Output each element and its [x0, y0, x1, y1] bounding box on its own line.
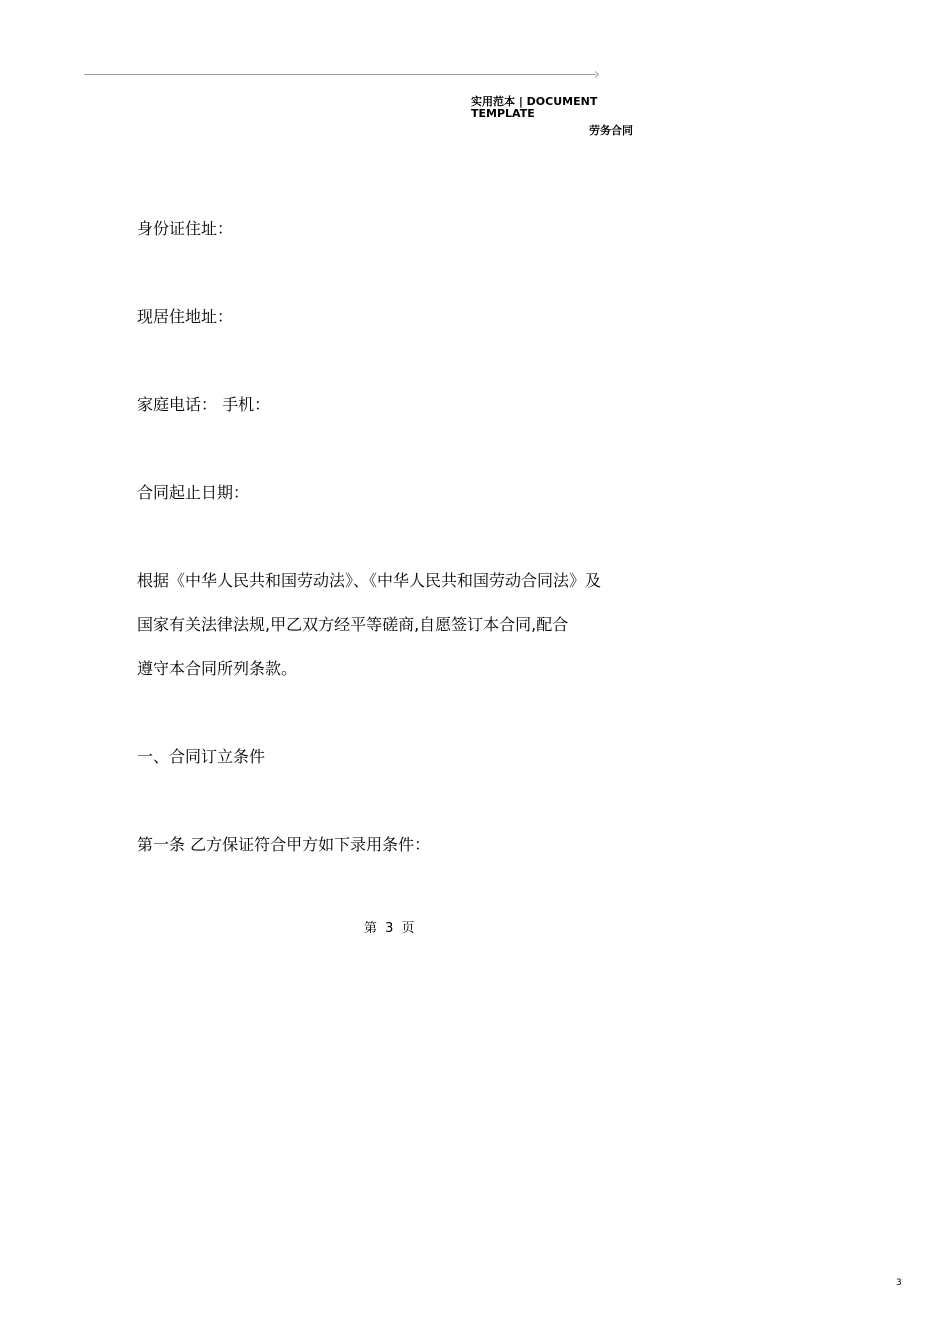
- phone-field: 家庭电话： 手机：: [137, 395, 271, 414]
- preamble-line: 遵守本合同所列条款。: [137, 659, 298, 678]
- id-address-field: 身份证住址：: [137, 219, 234, 238]
- preamble-line: 根据《中华人民共和国劳动法》、《中华人民共和国劳动合同法》及: [137, 571, 602, 590]
- header-brand: 实用范本 | DOCUMENT TEMPLATE: [471, 95, 598, 120]
- preamble-line: 国家有关法律法规,甲乙双方经平等磋商,自愿签订本合同,配合: [137, 615, 569, 634]
- corner-page-number: 3: [896, 1278, 902, 1288]
- header-rule: [84, 74, 596, 75]
- header-rule-arrow-icon: [592, 71, 599, 78]
- contract-period-field: 合同起止日期：: [137, 483, 250, 502]
- current-address-field: 现居住地址：: [137, 307, 234, 326]
- page-number-label: 第 3 页: [364, 921, 417, 936]
- section-heading: 一、合同订立条件: [137, 747, 266, 766]
- article-1: 第一条 乙方保证符合甲方如下录用条件：: [137, 835, 431, 854]
- header-document-title: 劳务合同: [589, 124, 633, 137]
